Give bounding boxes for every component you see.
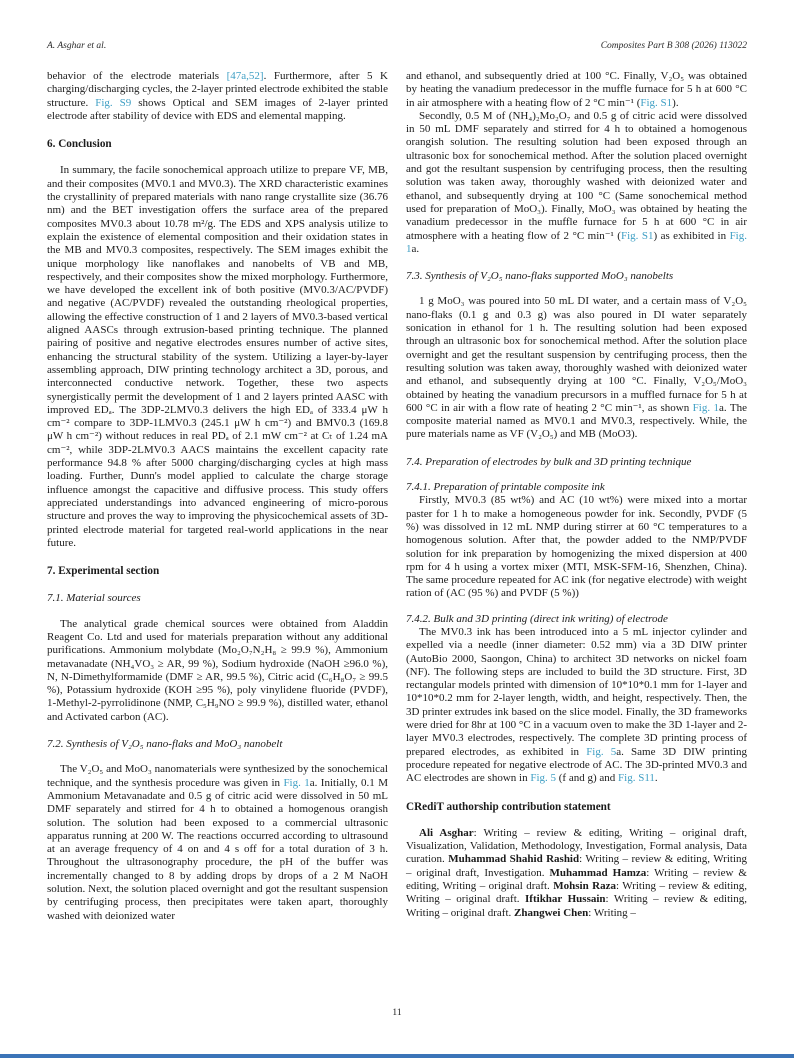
text-run: : Writing – review & editing, Writing – original draft. (406, 893, 747, 919)
text-run: : Writing – review & editing, Writing – original draft. (406, 880, 748, 906)
text-run: ). (672, 96, 679, 109)
figure-ref-link[interactable]: Fig. S11 (618, 772, 655, 785)
figure-ref-link[interactable]: [47a,52] (226, 70, 264, 82)
author-name: Muhammad Hamza (549, 866, 647, 879)
text-run: The V₂O₅ and MoO₃ nanomaterials were synthesized by the sonochemical technique, and the synthesis procedure was given in (47, 763, 388, 789)
paragraph (406, 295, 747, 441)
author-name: Mohsin Raza (553, 880, 616, 893)
figure-ref-link[interactable]: Fig. 1 (283, 776, 310, 789)
text-run: : Writing – review & editing, Writing – original draft. (406, 866, 747, 893)
text-run: . Furthermore, after 5 K charging/discharging cycles, the 2-layer printed electrode exhibited the stable structure. (47, 70, 388, 109)
text-run: : Writing – review & editing, Writing – original draft, Visualization, Validation, Methodology, Investigation, Formal analysis, Data curation. (406, 826, 747, 866)
paragraph (47, 618, 388, 724)
paragraph (406, 494, 747, 600)
two-column-body (47, 70, 747, 923)
subsection-heading: 7.4. Preparation of electrodes by bulk and 3D printing technique (406, 455, 692, 468)
text-run: (f and g) and (556, 772, 619, 785)
text-run: Secondly, 0.5 M of (NH₄)₂Mo₂O₇ and 0.5 g of citric acid were dissolved in 50 mL DMF separately and stirred for 4 h to obtained a homogenous orangish solution. The resulting solution had been exposed through an ultrasonic box for sonochemical method. After the solution placed overnight and got the resultant suspension by centrifuging process, then the resulting solution was taken away, thoroughly washed with deionized water and ethanol, and subsequently drying at 100 °C (Same sonochemical method used for preparation of MoO₃). Finally, MoO₃ was obtained by heating the vanadium predecessor in the muffle furnace for 5 h at 600 °C in air atmosphere with a heating flow of 2 °C min⁻¹ ( (406, 109, 747, 242)
text-run: . (654, 772, 658, 785)
figure-ref-link[interactable]: Fig. 1 (406, 229, 747, 255)
text-run: : Writing – review & editing, Writing – original draft, Investigation. (406, 853, 747, 879)
figure-ref-link[interactable]: Fig. S1 (620, 229, 654, 242)
page-header (47, 41, 747, 51)
text-run: and ethanol, and subsequently dried at 100 °C. Finally, V₂O₅ was obtained by heating the vanadium predecessor in the muffle furnace for 5 h at 600 °C in air atmosphere with a heating flow of 2 °C min⁻¹ ( (406, 70, 747, 109)
text-run: behavior of the electrode materials (47, 70, 227, 82)
section-heading: 7. Experimental section (47, 565, 160, 578)
paragraph (406, 110, 747, 256)
paragraph (47, 763, 388, 923)
author-name: Iftikhar Hussain (525, 893, 606, 906)
text-run: 1 g MoO₃ was poured into 50 mL DI water, and a certain mass of V₂O₅ nano-flaks (0.1 g and 0.3 g) was also poured in DI water separately sonication in ethanol for 1 h. The resulting solution had been exposed through an ultrasonic box for sonochemical method. After the solution place overnight and get the resultant suspension by centrifuging process, then the resulting solution was taken away, thoroughly washed with deionized water and ethanol, and subsequently drying at 100 °C. Finally, V₂O₅/MoO₃ obtained by heating the vanadium precursors in a muffled furnace for 5 h at 600 °C in air with a flow rate of heating 2 °C min⁻¹, as shown (406, 295, 747, 414)
subsection-heading: 7.3. Synthesis of V₂O₅ nano-flaks supported MoO₃ nanobelts (406, 270, 674, 283)
figure-ref-link[interactable]: Fig. S1 (640, 96, 673, 109)
paragraph (47, 70, 388, 123)
paragraph (47, 164, 388, 550)
journal-citation: Composites Part B 308 (2026) 113022 (600, 41, 747, 51)
text-run: In summary, the facile sonochemical approach utilize to prepare VF, MB, and their composites (MV0.1 and MV0.3). The XRD characteristic examines the crystallinity of prepared materials with nano range crystallite size (36.76 nm) and the BET investigation offers the surface area of the prepared composites MV0.3 about 10.78 m²/g. The EDS and XPS analysis utilize to explain the existence of elemental composition and their oxidation states in the MB and MV0.3 composites, respectively. The SEM images exhibit the unique morphology like nanoflakes and nanobelts of VB and MB, respectively, and their composites show the mixed morphology. Furthermore, we have developed the excellent ink of both positive (MV0.3/AC/PVDF) and negative (AC/PVDF) revealed the outstanding rheological properties, allowing the effective construction of 1 and 2 layers of MV0.3-based vertical aligned AASCs through extrusion-based printing technique. The planned pairing of positive and negative electrodes ensures number of active sites, enhancing the structural stability of the system. Utilizing a layer-by-layer assembling approach, DIW printing technology architect a 3D, porous, and interconnected conductive network. Together, these two aspects synergistically permit the development of 1 and 2 layers printed AASC with improved EDₐ. The 3DP-2LMV0.3 delivers the high EDₐ of 333.4 μW h cm⁻² compare to 3DP-1LMV0.3 (245.1 μW h cm⁻²) and BMV0.3 (169.8 μW h cm⁻²) without reduces in real PDₐ of 2.1 mW cm⁻² at Cₜ of 1.24 mA cm⁻², while 3DP-2LMV0.3 AACS maintains the excellent capacity rate performance 94.8 % after 5000 charging/discharging cycles at high mass loading. Further, Dunn's model applied to calculate the charge storage influence amongst the capacitive and diffusive process. This study offers appreciated understandings into advanced engineering of micro-porous structure and proves the way to improving the physicochemical assets of 3D-printed electrode material for targeted real-world applications in the near future. (47, 164, 388, 549)
subsection-heading: 7.4.2. Bulk and 3D printing (direct ink writing) of electrode (406, 612, 668, 625)
figure-ref-link[interactable]: Fig. 1 (692, 401, 720, 414)
paragraph (406, 626, 747, 786)
figure-ref-link[interactable]: Fig. 5 (586, 745, 617, 758)
author-name: Ali Asghar (419, 826, 474, 839)
text-run: The MV0.3 ink has been introduced into a 5 mL injector cylinder and expelled via a needle (inner diameter: 0.52 mm) via a 3D DIW printer (AutoBio 2000, Saongon, China) to architect 3D networks on nickel foam (NF). The following steps are included to build the 3D structure. First, 3D rectangular models printed with dimension of 10*10*0.1 mm for 1-layer and 10*10*0.2 mm for 2-layer length, width, and height, respectively. Then, the 3D printer extrudes ink based on the slice model. Finally, the 3D frameworks were dried for 8hr at 100 °C in a vacuum oven to make the 3D 1-layer and 2-layer MV0.3 electrodes, respectively. The complete 3D printing process of prepared electrodes, as exhibited in (406, 625, 747, 758)
page-number: 11 (392, 1008, 402, 1018)
paragraph (406, 827, 747, 920)
right-column (406, 70, 747, 923)
text-run: The analytical grade chemical sources were obtained from Aladdin Reagent Co. Ltd and used for materials preparation without any additional purifications. Ammonium molybdate (Mo₂O₇N₂H₈ ≥ 99.9 %), Ammonium metavanadate (NH₄VO₃ ≥ AR, 99 %), Sodium hydroxide (NaOH ≥96.0 %), N, N-Dimethylformamide (DMF ≥ AR, 99.5 %), Citric acid (C₆H₈O₇ ≥ 99.5 %), Potassium hydroxide (KOH ≥95 %), poly vinylidene fluoride (PVDF), 1-Methyl-2-pyrrolidinone (NMP, C₅H₉NO ≥ 99.9 %), distilled water, ethanol and Activated carbon (AC). (47, 617, 388, 723)
paragraph (406, 70, 747, 110)
figure-ref-link[interactable]: Fig. 5 (530, 772, 557, 785)
text-run: : Writing – (588, 906, 636, 919)
author-name: Muhammad Shahid Rashid (448, 853, 580, 866)
text-run: a. Same 3D DIW printing procedure repeated for negative electrode of AC. The 3D-printed MV0.3 and AC electrodes are shown in (406, 745, 747, 785)
author-name: Zhangwei Chen (514, 906, 589, 919)
text-run: Firstly, MV0.3 (85 wt%) and AC (10 wt%) were mixed into a mortar paster for 1 h to make a homogeneous powder for ink. Secondly, PVDF (5 %) was dissolved in 12 mL NMP during stirrer at 60 °C temperatures to a homogenous solution. After that, the powder added to the NMP/PVDF solution for ink preparation by homogenizing the mixed dispersion at 400 rpm for 4 h using a vortex mixer (MTI, MSK-SFM-16, Shenzhen, China). The same procedure repeated for AC ink (for negative electrode) with weight ration of (AC (95 %) and PVDF (5 %)) (406, 494, 747, 600)
section-heading: 6. Conclusion (47, 138, 112, 151)
text-run: a. (411, 242, 420, 255)
text-run: a. Initially, 0.1 M Ammonium Metavanadate and 0.5 g of citric acid were dissolved in 50 mL DMF separately and stirred for 4 h to obtained a homogenous orangish solution. The solution had been exposed to a commercial ultrasonic apparatus running at 200 W. The reactions occurred according to ultrasound at an average frequency of 4 on and 4 s off for a total duration of 3 h. Throughout the ultrasonography procedure, the pH of the buffer was incrementally changed to 8 by adding drops by drops of a 2 M NaOH solution. Next, the solution placed overnight and got the resultant suspension by centrifuging process, then precipitates were taken apart, thoroughly washed with deionized water (47, 776, 388, 922)
running-authors: A. Asghar et al. (47, 41, 107, 51)
subsection-heading: 7.4.1. Preparation of printable composite ink (406, 481, 605, 494)
section-heading: CRediT authorship contribution statement (406, 800, 611, 813)
subsection-heading: 7.2. Synthesis of V₂O₅ nano-flaks and MoO₃ nanobelt (47, 738, 283, 751)
text-run: ) as exhibited in (653, 229, 730, 242)
figure-ref-link[interactable]: Fig. S9 (95, 96, 132, 109)
left-column (47, 70, 388, 923)
subsection-heading: 7.1. Material sources (47, 592, 141, 605)
page-bottom-edge (0, 1054, 794, 1058)
text-run: shows Optical and SEM images of 2-layer printed electrode after stability of device with EDS and elemental mapping. (47, 96, 389, 122)
text-run: a. The composite material named as MV0.1 and MV0.3, respectively. While, the pure materials name as VF (V₂O₅) and MB (MoO3). (406, 401, 748, 441)
